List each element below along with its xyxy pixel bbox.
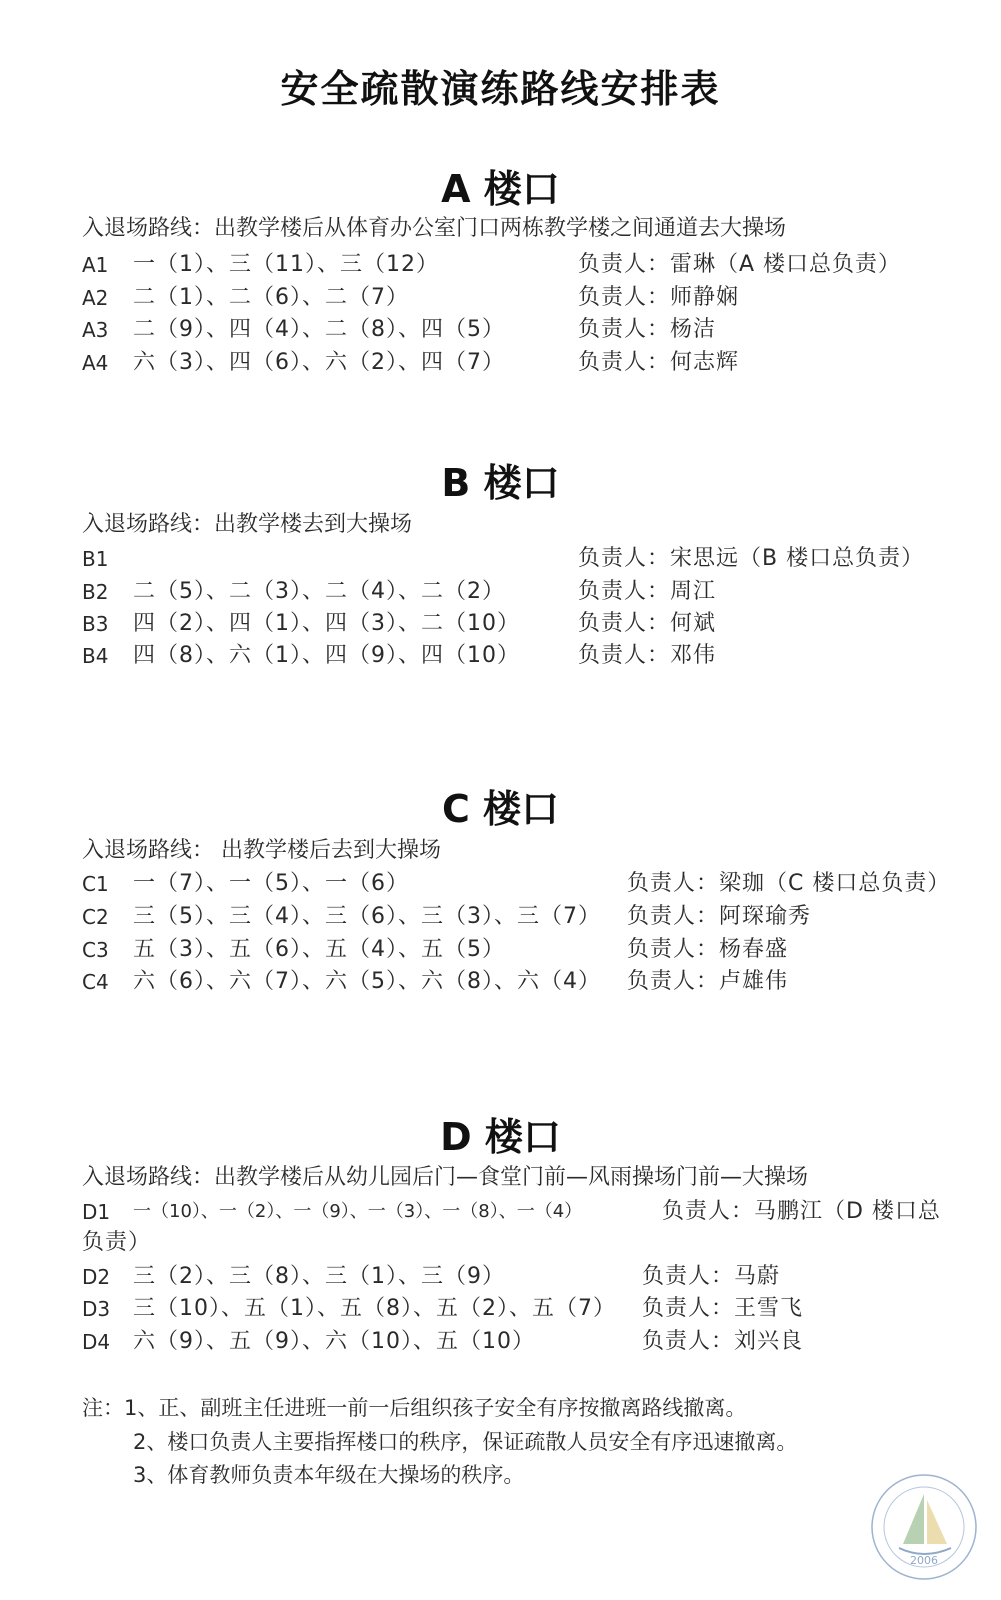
section-b-heading: B 楼口 — [441, 461, 560, 505]
sailboat-icon — [869, 1472, 979, 1582]
row-classes: 三（10）、五（1）、五（8）、五（2）、五（7） — [133, 1296, 616, 1321]
row-person: 负责人：梁珈（C 楼口总负责） — [627, 871, 951, 896]
note-1: 注：1、正、副班主任进班一前一后组织孩子安全有序按撤离路线撤离。 — [82, 1396, 747, 1420]
row-classes: 三（2）、三（8）、三（1）、三（9） — [133, 1264, 505, 1289]
row-person: 负责人：王雪飞 — [642, 1296, 804, 1321]
row-code: A1 — [82, 253, 109, 277]
row-code: C3 — [82, 938, 109, 962]
row-classes: 五（3）、五（6）、五（4）、五（5） — [133, 937, 505, 962]
section-b-route: 入退场路线：出教学楼去到大操场 — [82, 512, 413, 537]
row-code: D3 — [82, 1297, 111, 1321]
section-a-route: 入退场路线：出教学楼后从体育办公室门口两栋教学楼之间通道去大操场 — [82, 216, 787, 241]
row-person: 负责人：阿琛瑜秀 — [627, 904, 812, 929]
row-classes: 一（1）、三（11）、三（12） — [133, 252, 439, 277]
row-classes: 四（8）、六（1）、四（9）、四（10） — [133, 643, 520, 668]
section-d-heading: D 楼口 — [440, 1115, 561, 1159]
svg-text:2006: 2006 — [910, 1554, 938, 1567]
row-classes: 一（7）、一（5）、一（6） — [133, 871, 409, 896]
row-person: 负责人：马蔚 — [642, 1264, 781, 1289]
row-code: D1 — [82, 1200, 111, 1224]
row-code: D4 — [82, 1330, 111, 1354]
note-2: 2、楼口负责人主要指挥楼口的秩序，保证疏散人员安全有序迅速撤离。 — [133, 1430, 798, 1454]
row-person: 负责人：杨洁 — [578, 317, 717, 342]
row-person: 负责人：周江 — [578, 579, 717, 604]
row-person: 负责人：马鹏江（D 楼口总 — [662, 1199, 941, 1224]
section-d-route: 入退场路线：出教学楼后从幼儿园后门—食堂门前—风雨操场门前—大操场 — [82, 1165, 809, 1190]
row-classes: 三（5）、三（4）、三（6）、三（3）、三（7） — [133, 904, 601, 929]
row-classes: 二（1）、二（6）、二（7） — [133, 285, 409, 310]
row-person: 负责人：邓伟 — [578, 643, 717, 668]
row-code: C4 — [82, 970, 109, 994]
row-code: B2 — [82, 580, 109, 604]
row-person: 负责人：宋思远（B 楼口总负责） — [578, 546, 925, 571]
section-c-route: 入退场路线： 出教学楼后去到大操场 — [82, 838, 441, 863]
row-person: 负责人：杨春盛 — [627, 937, 789, 962]
row-code: A4 — [82, 351, 109, 375]
row-classes: 六（6）、六（7）、六（5）、六（8）、六（4） — [133, 969, 601, 994]
row-classes: 一（10）、一（2）、一（9）、一（3）、一（8）、一（4） — [133, 1201, 583, 1222]
row-code: B4 — [82, 644, 109, 668]
page-title: 安全疏散演练路线安排表 — [280, 67, 721, 111]
row-person: 负责人：何志辉 — [578, 350, 740, 375]
row-person: 负责人：师静娴 — [578, 285, 740, 310]
school-seal-logo — [869, 1472, 979, 1582]
section-a-heading: A 楼口 — [441, 167, 560, 211]
section-c-heading: C 楼口 — [441, 787, 560, 831]
row-person: 负责人：雷琳（A 楼口总负责） — [578, 252, 902, 277]
row-person: 负责人：何斌 — [578, 611, 717, 636]
note-3: 3、体育教师负责本年级在大操场的秩序。 — [133, 1463, 525, 1487]
row-classes: 六（3）、四（6）、六（2）、四（7） — [133, 350, 505, 375]
row-code: D2 — [82, 1265, 111, 1289]
row-classes: 二（5）、二（3）、二（4）、二（2） — [133, 579, 505, 604]
row-classes: 六（9）、五（9）、六（10）、五（10） — [133, 1329, 535, 1354]
row-person: 负责人：卢雄伟 — [627, 969, 789, 994]
row-classes: 二（9）、四（4）、二（8）、四（5） — [133, 317, 505, 342]
row-person-continued: 负责） — [82, 1230, 152, 1255]
row-code: B1 — [82, 547, 109, 571]
row-code: B3 — [82, 612, 109, 636]
row-code: C1 — [82, 872, 109, 896]
row-code: A3 — [82, 318, 109, 342]
row-code: C2 — [82, 905, 109, 929]
row-person: 负责人：刘兴良 — [642, 1329, 804, 1354]
row-code: A2 — [82, 286, 109, 310]
row-classes: 四（2）、四（1）、四（3）、二（10） — [133, 611, 520, 636]
